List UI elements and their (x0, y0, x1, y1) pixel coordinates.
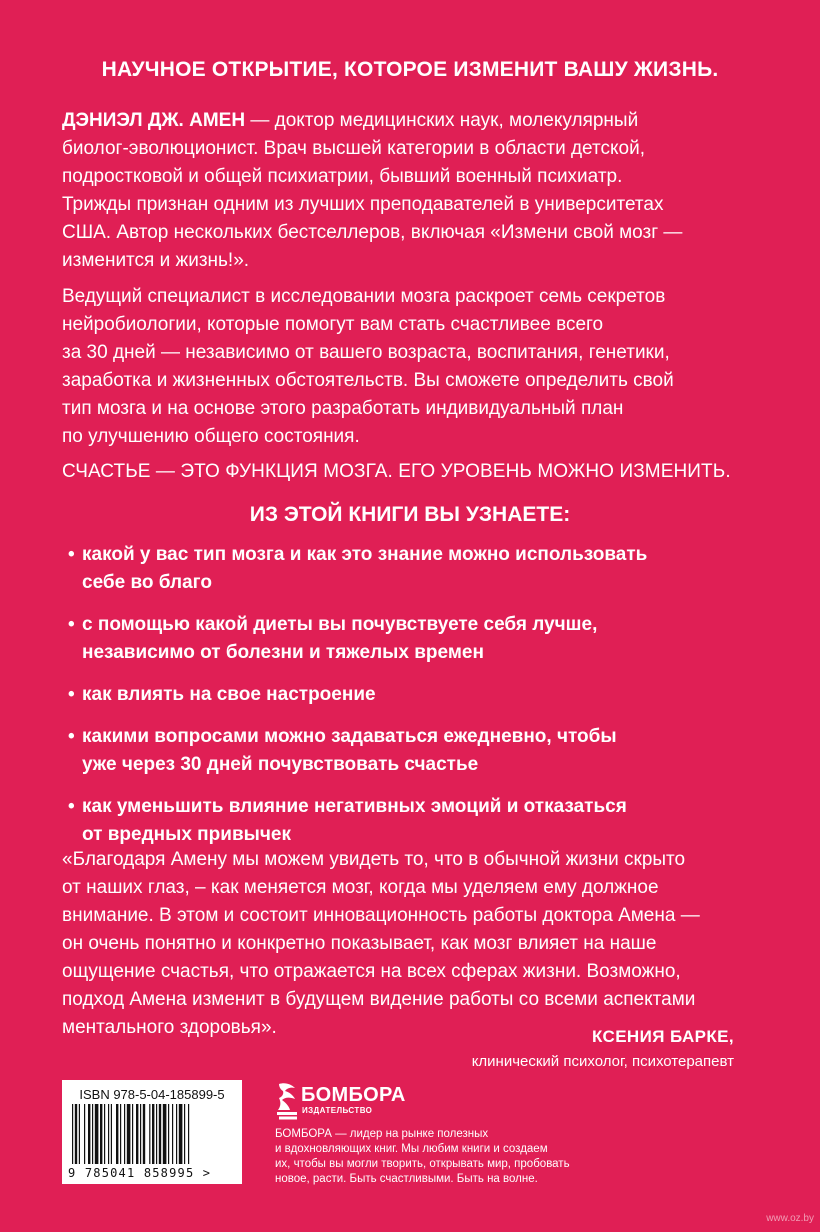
list-item-line: с помощью какой диеты вы почувствуете себя лучше, (82, 614, 598, 635)
author-bio-line: Трижды признан одним из лучших преподавателей в университетах (62, 194, 664, 215)
list-item (66, 681, 756, 709)
bullet-icon: • (68, 614, 75, 635)
author-bio-line: подростковой и общей психиатрии, бывший военный психиатр. (62, 166, 623, 187)
publisher-blurb-line: и вдохновляющих книг. Мы любим книги и создаем (275, 1143, 548, 1155)
isbn-digits: 9 785041 858995 > (68, 1166, 212, 1180)
quote-author-role: клинический психолог, психотерапевт (471, 1053, 734, 1070)
bullet-icon: • (68, 544, 75, 565)
quote-line: он очень понятно и конкретно показывает, как мозг влияет на наше (62, 933, 657, 954)
list-item-line: какой у вас тип мозга и как это знание можно использовать (82, 544, 648, 565)
author-bio-line: — доктор медицинских наук, молекулярный (245, 110, 639, 131)
testimonial-quote (62, 846, 772, 1042)
barcode-icon (72, 1104, 232, 1166)
quote-line: ментального здоровья». (62, 1017, 277, 1038)
list-item-line: себе во благо (82, 572, 212, 593)
description-line: за 30 дней — независимо от вашего возраста, воспитания, генетики, (62, 342, 670, 363)
isbn-barcode (62, 1080, 242, 1184)
list-item (66, 541, 756, 597)
author-bio-name: ДЭНИЭЛ ДЖ. АМЕН (62, 110, 246, 131)
quote-line: подход Амена изменит в будущем видение работы со всеми аспектами (62, 989, 696, 1010)
author-bio-line: США. Автор нескольких бестселлеров, включая «Измени свой мозг — (62, 222, 683, 243)
list-item-line: как влиять на свое настроение (82, 684, 376, 705)
list-item-line: от вредных привычек (82, 824, 291, 845)
description-line: по улучшению общего состояния. (62, 426, 360, 447)
bullet-icon: • (68, 726, 75, 747)
list-item (66, 611, 756, 667)
list-item-line: уже через 30 дней почувствовать счастье (82, 754, 479, 775)
list-item-line: независимо от болезни и тяжелых времен (82, 642, 484, 663)
publisher-logo-sub: ИЗДАТЕЛЬСТВО (302, 1106, 373, 1115)
publisher-blurb-line: новое, расти. Быть счастливыми. Быть на волне. (275, 1173, 538, 1185)
quote-line: внимание. В этом и состоит инновационность работы доктора Амена — (62, 905, 700, 926)
list-item (66, 723, 756, 779)
author-bio (62, 107, 772, 275)
quote-line: «Благодаря Амену мы можем увидеть то, что в обычной жизни скрыто (62, 849, 686, 870)
author-bio-line: биолог-эволюционист. Врач высшей категории в области детской, (62, 138, 645, 159)
description-line: нейробиологии, которые помогут вам стать счастливее всего (62, 314, 604, 335)
publisher-blurb (275, 1127, 595, 1187)
author-bio-line: изменится и жизнь!». (62, 250, 250, 271)
learn-list (66, 541, 756, 863)
quote-attribution (472, 1024, 734, 1074)
isbn-label: ISBN 978-5-04-185899-5 (79, 1087, 225, 1102)
description-line: заработка и жизненных обстоятельств. Вы сможете определить свой (62, 370, 674, 391)
watermark: www.oz.by (766, 1213, 814, 1224)
quote-line: от наших глаз, – как меняется мозг, когда мы уделяем ему должное (62, 877, 659, 898)
headline: НАУЧНОЕ ОТКРЫТИЕ, КОТОРОЕ ИЗМЕНИТ ВАШУ ЖИЗНЬ. (101, 58, 719, 81)
quote-author-name: КСЕНИЯ БАРКЕ, (591, 1027, 734, 1046)
bullet-icon: • (68, 796, 75, 817)
bullet-icon: • (68, 684, 75, 705)
book-description (62, 283, 772, 451)
learn-title: ИЗ ЭТОЙ КНИГИ ВЫ УЗНАЕТЕ: (249, 503, 571, 526)
list-item-line: какими вопросами можно задаваться ежедневно, чтобы (82, 726, 617, 747)
publisher-blurb-line: БОМБОРА — лидер на рынке полезных (275, 1128, 489, 1140)
quote-line: ощущение счастья, что отражается на всех сферах жизни. Возможно, (62, 961, 681, 982)
bombora-emblem-icon (275, 1078, 301, 1122)
list-item (66, 793, 756, 849)
publisher-logo-name: БОМБОРА (301, 1084, 406, 1106)
description-line: тип мозга и на основе этого разработать индивидуальный план (62, 398, 624, 419)
tagline: СЧАСТЬЕ — ЭТО ФУНКЦИЯ МОЗГА. ЕГО УРОВЕНЬ МОЖНО ИЗМЕНИТЬ. (62, 461, 731, 482)
description-line: Ведущий специалист в исследовании мозга раскроет семь секретов (62, 286, 666, 307)
publisher-logo (275, 1078, 405, 1122)
publisher-blurb-line: их, чтобы вы могли творить, открывать мир, пробовать (275, 1158, 570, 1170)
list-item-line: как уменьшить влияние негативных эмоций и отказаться (82, 796, 627, 817)
